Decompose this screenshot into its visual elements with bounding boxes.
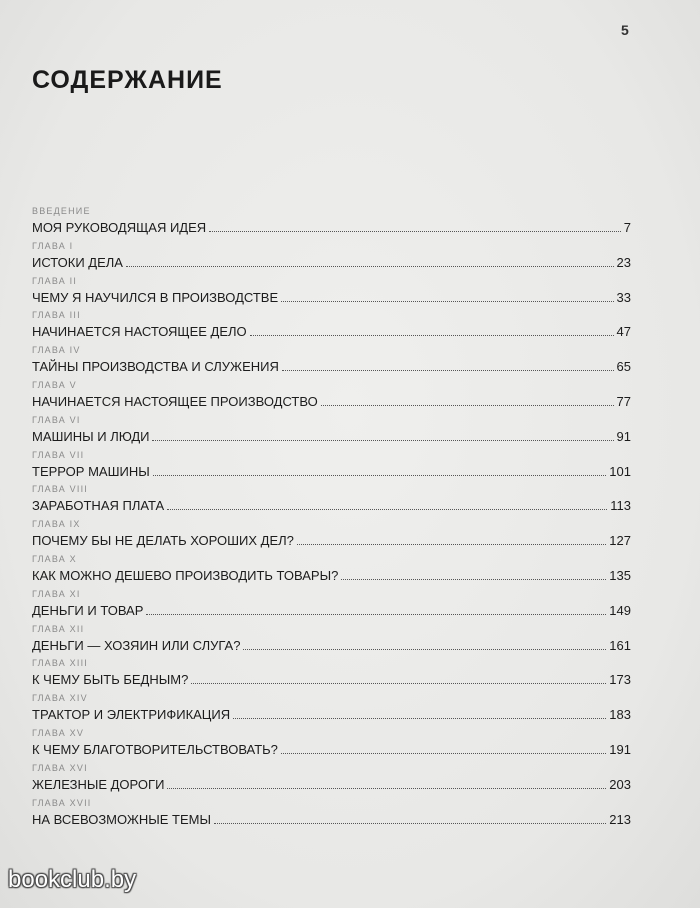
chapter-label: ГЛАВА VI (32, 414, 81, 425)
dot-leader (281, 300, 613, 302)
chapter-title: ТЕРРОР МАШИНЫ (32, 463, 150, 479)
chapter-page-number: 161 (609, 637, 631, 653)
dot-leader (250, 334, 614, 336)
toc-line (32, 603, 631, 618)
toc-line (32, 220, 631, 235)
chapter-page-number: 65 (616, 359, 631, 375)
chapter-title: ЧЕМУ Я НАУЧИЛСЯ В ПРОИЗВОДСТВЕ (32, 289, 279, 305)
toc-entry (32, 658, 631, 693)
toc-line (32, 742, 631, 757)
chapter-title: ИСТОКИ ДЕЛА (32, 254, 123, 270)
chapter-title: НАЧИНАЕТСЯ НАСТОЯЩЕЕ ДЕЛО (32, 324, 247, 340)
chapter-page-number: 173 (609, 672, 631, 688)
dot-leader (297, 543, 606, 545)
toc-line (32, 533, 631, 548)
dot-leader (126, 265, 614, 267)
toc-entry (32, 798, 631, 833)
page-number: 5 (621, 22, 629, 38)
chapter-title: ДЕНЬГИ И ТОВАР (32, 602, 144, 618)
chapter-label: ГЛАВА XIV (32, 693, 88, 704)
chapter-page-number: 101 (609, 463, 631, 479)
chapter-label: ГЛАВА XV (32, 727, 85, 738)
dot-leader (167, 508, 607, 510)
chapter-page-number: 7 (623, 220, 631, 235)
chapter-title: ДЕНЬГИ — ХОЗЯИН ИЛИ СЛУГА? (32, 637, 241, 653)
toc-entry (32, 380, 631, 415)
chapter-page-number: 23 (616, 254, 631, 270)
toc-line (32, 359, 631, 374)
toc-line (32, 429, 631, 444)
dot-leader (191, 682, 606, 684)
dot-leader (281, 752, 606, 754)
chapter-page-number: 191 (609, 741, 631, 757)
toc-line (32, 812, 631, 827)
toc-line (32, 568, 631, 583)
toc-line (32, 777, 631, 792)
toc-line (32, 707, 631, 722)
toc-entry (32, 310, 631, 345)
chapter-title: МОЯ РУКОВОДЯЩАЯ ИДЕЯ (32, 220, 207, 235)
chapter-title: ТРАКТОР И ЭЛЕКТРИФИКАЦИЯ (32, 707, 231, 723)
chapter-title: ТАЙНЫ ПРОИЗВОДСТВА И СЛУЖЕНИЯ (32, 359, 279, 375)
chapter-page-number: 183 (609, 707, 631, 723)
toc-entry (32, 450, 631, 485)
table-of-contents (32, 206, 631, 832)
toc-entry (32, 345, 631, 380)
toc-entry (32, 728, 631, 763)
toc-entry (32, 241, 631, 276)
toc-entry (32, 519, 631, 554)
chapter-page-number: 135 (609, 567, 631, 583)
chapter-label: ГЛАВА VIII (32, 484, 88, 495)
chapter-page-number: 149 (609, 602, 631, 618)
toc-entry (32, 484, 631, 519)
chapter-page-number: 127 (609, 533, 631, 549)
chapter-label: ГЛАВА IX (32, 519, 81, 530)
chapter-label: ГЛАВА XI (32, 588, 81, 599)
page-title: СОДЕРЖАНИЕ (32, 66, 223, 94)
toc-entry (32, 554, 631, 589)
toc-line (32, 255, 631, 270)
chapter-label: ГЛАВА III (32, 310, 81, 321)
chapter-title: ЖЕЛЕЗНЫЕ ДОРОГИ (32, 776, 165, 792)
chapter-title: НА ВСЕВОЗМОЖНЫЕ ТЕМЫ (32, 811, 211, 827)
toc-entry (32, 624, 631, 659)
chapter-title: НАЧИНАЕТСЯ НАСТОЯЩЕЕ ПРОИЗВОДСТВО (32, 393, 318, 409)
chapter-title: ЗАРАБОТНАЯ ПЛАТА (32, 498, 165, 514)
chapter-title: К ЧЕМУ БЫТЬ БЕДНЫМ? (32, 672, 189, 688)
chapter-label: ГЛАВА XVII (32, 797, 92, 808)
chapter-title: КАК МОЖНО ДЕШЕВО ПРОИЗВОДИТЬ ТОВАРЫ? (32, 567, 339, 583)
chapter-label: ГЛАВА XII (32, 623, 85, 634)
chapter-page-number: 91 (616, 428, 631, 444)
chapter-title: МАШИНЫ И ЛЮДИ (32, 428, 150, 444)
toc-line (32, 464, 631, 479)
dot-leader (153, 474, 607, 476)
watermark: bookclub.by (8, 866, 137, 893)
toc-line (32, 672, 631, 687)
chapter-label: ГЛАВА V (32, 379, 77, 390)
toc-line (32, 324, 631, 339)
chapter-page-number: 33 (616, 289, 631, 305)
dot-leader (214, 822, 606, 824)
dot-leader (152, 439, 613, 441)
dot-leader (167, 787, 606, 789)
toc-line (32, 394, 631, 409)
toc-entry (32, 763, 631, 798)
toc-entry (32, 276, 631, 311)
chapter-label: ГЛАВА IV (32, 345, 81, 356)
chapter-title: ПОЧЕМУ БЫ НЕ ДЕЛАТЬ ХОРОШИХ ДЕЛ? (32, 533, 294, 549)
chapter-title: К ЧЕМУ БЛАГОТВОРИТЕЛЬСТВОВАТЬ? (32, 741, 278, 757)
chapter-page-number: 113 (610, 498, 631, 514)
toc-line (32, 498, 631, 513)
dot-leader (146, 613, 606, 615)
dot-leader (321, 404, 614, 406)
chapter-page-number: 77 (616, 393, 631, 409)
dot-leader (243, 648, 606, 650)
chapter-page-number: 213 (609, 811, 631, 827)
toc-line (32, 638, 631, 653)
chapter-page-number: 47 (616, 324, 631, 340)
toc-entry (32, 589, 631, 624)
toc-entry (32, 693, 631, 728)
toc-entry (32, 206, 631, 241)
chapter-label: ГЛАВА I (32, 240, 74, 251)
chapter-label: ГЛАВА VII (32, 449, 85, 460)
chapter-label: ГЛАВА XIII (32, 658, 88, 669)
chapter-label: ГЛАВА II (32, 275, 78, 286)
chapter-label: ГЛАВА XVI (32, 762, 88, 773)
dot-leader (341, 578, 606, 580)
dot-leader (209, 230, 621, 232)
chapter-page-number: 203 (609, 776, 631, 792)
chapter-label: ГЛАВА X (32, 553, 77, 564)
dot-leader (233, 717, 606, 719)
toc-entry (32, 415, 631, 450)
chapter-label: ВВЕДЕНИЕ (32, 206, 91, 216)
toc-line (32, 290, 631, 305)
dot-leader (282, 369, 614, 371)
